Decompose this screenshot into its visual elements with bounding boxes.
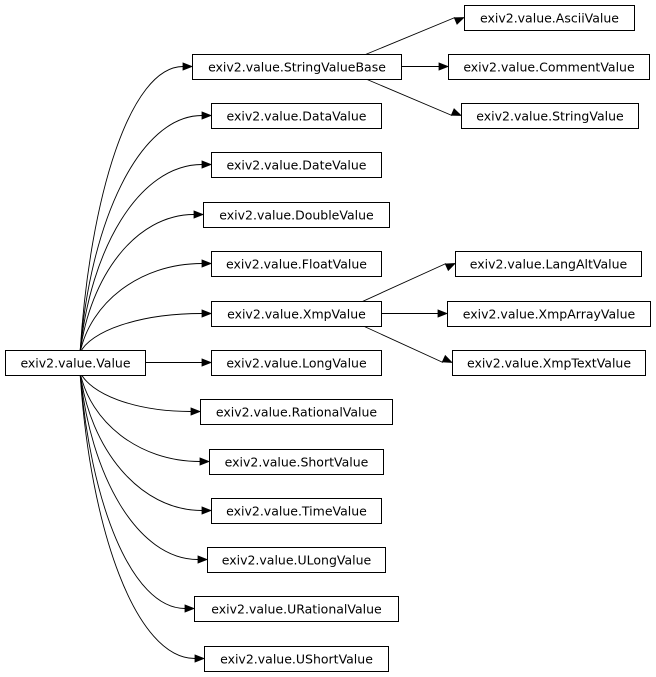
node-string-value-base — [193, 55, 402, 80]
node-label: exiv2.value.DateValue — [226, 157, 367, 173]
node-label: exiv2.value.UShortValue — [220, 651, 373, 667]
node-short-value — [210, 450, 384, 475]
arrowhead — [195, 655, 204, 662]
edge-value-to-xmp-value — [80, 314, 202, 354]
node-rational-value — [201, 400, 393, 425]
node-label: exiv2.value.AsciiValue — [480, 10, 619, 26]
node-label: exiv2.value.FloatValue — [226, 256, 367, 272]
node-value — [6, 351, 146, 376]
node-label: exiv2.value.DoubleValue — [219, 207, 374, 223]
arrowhead — [442, 356, 452, 363]
edge-value-to-short-value — [80, 372, 200, 462]
node-lang-alt-value — [456, 252, 642, 277]
node-label: exiv2.value.LangAltValue — [469, 256, 628, 272]
arrowhead — [454, 18, 464, 25]
arrowhead — [202, 310, 211, 317]
node-data-value — [212, 104, 382, 129]
node-label: exiv2.value.ShortValue — [224, 454, 369, 470]
node-long-value — [212, 351, 382, 376]
node-string-value — [462, 104, 639, 129]
arrowhead — [185, 605, 194, 612]
arrowhead — [451, 109, 461, 116]
node-label: exiv2.value.DataValue — [226, 108, 367, 124]
arrowhead — [194, 211, 203, 218]
node-ulong-value — [208, 548, 386, 573]
node-label: exiv2.value.XmpArrayValue — [462, 306, 636, 322]
arrowhead — [202, 161, 211, 168]
arrowhead — [439, 63, 448, 70]
edge-value-to-float-value — [80, 264, 202, 354]
node-urational-value — [195, 597, 399, 622]
arrowhead — [202, 112, 211, 119]
node-label: exiv2.value.URationalValue — [211, 601, 382, 617]
edge-value-to-rational-value — [80, 372, 191, 412]
node-label: exiv2.value.StringValueBase — [208, 59, 386, 75]
arrowhead — [183, 63, 192, 70]
node-label: exiv2.value.TimeValue — [226, 503, 367, 519]
node-label: exiv2.value.LongValue — [226, 355, 367, 371]
arrowhead — [438, 310, 447, 317]
edge-value-to-urational-value — [80, 372, 185, 609]
arrowhead — [202, 359, 211, 366]
node-label: exiv2.value.Value — [20, 355, 131, 371]
arrowhead — [202, 507, 211, 514]
node-float-value — [212, 252, 382, 277]
node-xmp-value — [212, 302, 382, 327]
node-double-value — [204, 203, 390, 228]
arrowhead — [202, 260, 211, 267]
nodes-layer — [6, 6, 651, 672]
edge-value-to-string-value-base — [80, 67, 183, 354]
node-date-value — [212, 153, 382, 178]
arrowhead — [200, 458, 209, 465]
node-xmp-text-value — [453, 351, 646, 376]
node-xmp-array-value — [448, 302, 651, 327]
node-label: exiv2.value.XmpTextValue — [466, 355, 632, 371]
edge-value-to-ulong-value — [80, 372, 198, 560]
node-label: exiv2.value.CommentValue — [463, 59, 635, 75]
edge-value-to-date-value — [80, 165, 202, 354]
arrowhead — [191, 408, 200, 415]
node-time-value — [212, 499, 382, 524]
node-label: exiv2.value.XmpValue — [227, 306, 366, 322]
node-comment-value — [449, 55, 650, 80]
edge-value-to-data-value — [80, 116, 202, 354]
node-label: exiv2.value.RationalValue — [215, 404, 378, 420]
node-label: exiv2.value.ULongValue — [221, 552, 372, 568]
node-ascii-value — [465, 6, 635, 31]
arrowhead — [445, 264, 455, 271]
edge-value-to-time-value — [80, 372, 202, 511]
node-label: exiv2.value.StringValue — [476, 108, 624, 124]
edge-value-to-double-value — [80, 215, 194, 354]
arrowhead — [198, 556, 207, 563]
edge-value-to-ushort-value — [80, 372, 195, 659]
node-ushort-value — [205, 647, 389, 672]
